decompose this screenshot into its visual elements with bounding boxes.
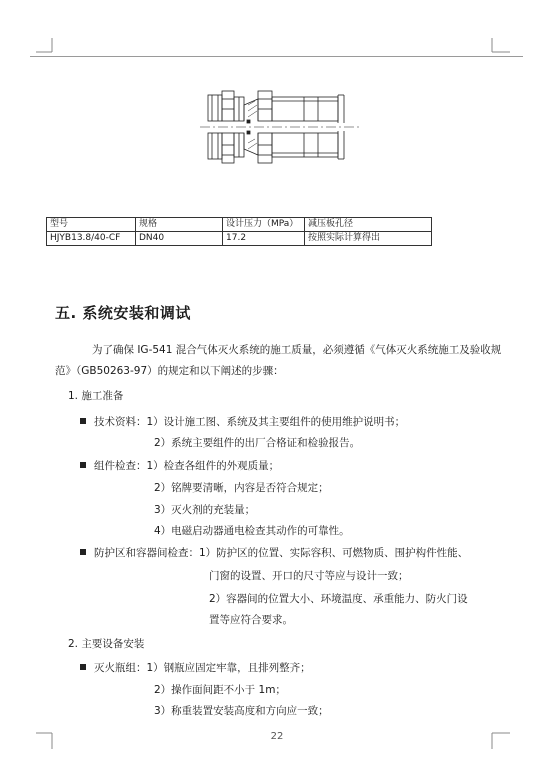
table-header-cell: 减压板孔径 xyxy=(305,218,432,232)
component-check-line-3: 3）灭火剂的充装量； xyxy=(154,504,256,516)
tech-docs-item xyxy=(80,415,405,429)
bottle-group-line-3: 3）称重装置安装高度和方向应一致； xyxy=(154,705,329,717)
table-cell: HJYB13.8/40-CF xyxy=(47,232,136,246)
bullet-icon xyxy=(80,462,86,468)
page-number: 22 xyxy=(270,731,284,742)
section-title: 五. 系统安装和调试 xyxy=(55,304,191,322)
bullet-icon xyxy=(80,549,86,555)
tech-docs-line-2: 2）系统主要组件的出厂合格证和检验报告。 xyxy=(154,437,361,449)
tech-docs-label: 技术资料：1）设计施工图、系统及其主要组件的使用维护说明书； xyxy=(94,416,406,428)
intro-paragraph: 为了确保 IG-541 混合气体灭火系统的施工质量，必须遵循《气体灭火系统施工及验收规范》（GB50263-97）的规定和以下阐述的步骤： xyxy=(55,344,502,377)
bullet-icon xyxy=(80,418,86,424)
zone-check-line-1b: 门窗的设置、开口的尺寸等应与设计一致； xyxy=(209,570,409,582)
crop-mark-top-right xyxy=(488,38,510,56)
component-check-line-4: 4）电磁启动器通电检查其动作的可靠性。 xyxy=(154,525,350,537)
pressure-reducer-drawing xyxy=(200,87,360,173)
zone-check-label: 防护区和容器间检查：1）防护区的位置、实际容积、可燃物质、围护构件性能、 xyxy=(94,547,469,559)
step-2-title: 2. 主要设备安装 xyxy=(68,638,145,650)
spec-table xyxy=(46,217,432,246)
header-rule xyxy=(30,56,523,57)
zone-check-line-2a: 2）容器间的位置大小、环境温度、承重能力、防火门设 xyxy=(209,593,468,605)
table-header-cell: 设计压力（MPa） xyxy=(223,218,305,232)
bullet-icon xyxy=(80,664,86,670)
crop-mark-top-left xyxy=(36,38,58,56)
bottle-group-line-2: 2）操作面间距不小于 1m； xyxy=(154,684,286,696)
zone-check-item xyxy=(80,546,468,560)
step-1-title: 1. 施工准备 xyxy=(68,390,124,402)
table-header-cell: 型号 xyxy=(47,218,136,232)
table-cell: 按照实际计算得出 xyxy=(305,232,432,246)
bottle-group-item xyxy=(80,661,311,675)
bottle-group-label: 灭火瓶组：1）钢瓶应固定牢靠，且排列整齐； xyxy=(94,662,311,674)
component-check-line-2: 2）铭牌要清晰，内容是否符合规定； xyxy=(154,482,329,494)
table-header-cell: 规格 xyxy=(136,218,223,232)
zone-check-line-2b: 置等应符合要求。 xyxy=(209,614,293,626)
table-row xyxy=(47,232,432,246)
component-check-label: 组件检查：1）检查各组件的外观质量； xyxy=(94,460,280,472)
table-header-row xyxy=(47,218,432,232)
component-check-item xyxy=(80,459,279,473)
table-cell: 17.2 xyxy=(223,232,305,246)
table-cell: DN40 xyxy=(136,232,223,246)
